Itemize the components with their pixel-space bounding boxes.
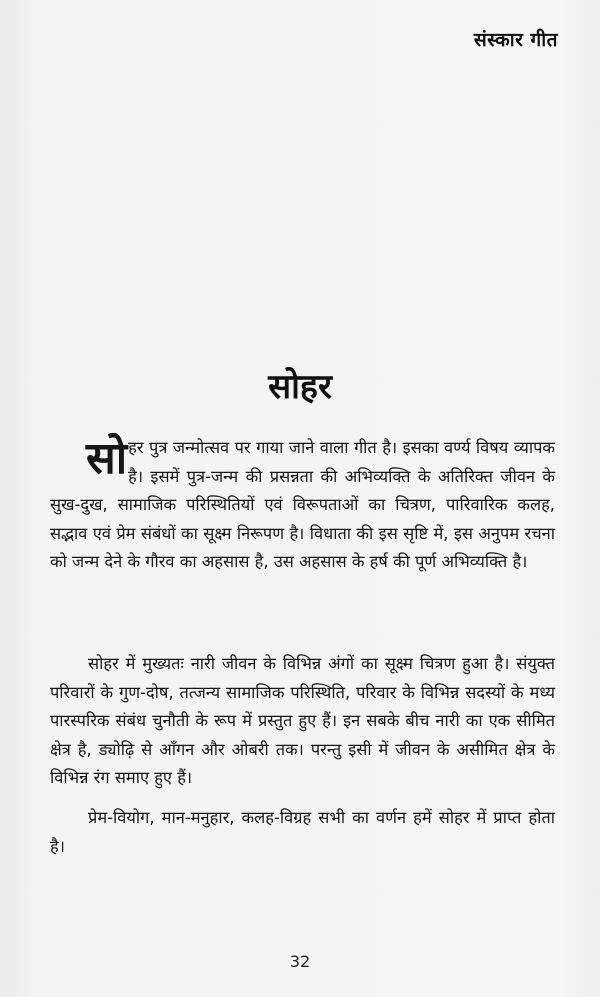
paragraph-1-text: हर पुत्र जन्मोत्सव पर गाया जाने वाला गीत है। इसका वर्ण्य विषय व्यापक है। इसमें पुत्र-जन्म की प्रसन्नता की अभिव्यक्ति के अतिरिक्त जीवन के सुख-दुख, सामाजिक परिस्थितियों एवं विरूपताओं का चित्रण, पारिवारिक कलह, सद्भाव एवं प्रेम संबंधों का सूक्ष्म निरूपण है। विधाता की इस सृष्टि में, इस अनुपम रचना को जन्म देने के गौरव का अहसास है, उस अहसास के हर्ष की पूर्ण अभिव्यक्ति है।	[50, 438, 555, 571]
paragraph-3	[50, 804, 555, 861]
drop-cap: सो	[86, 433, 128, 484]
paragraph-1	[50, 434, 555, 577]
page-number: 32	[289, 952, 311, 971]
paragraph-3-text: प्रेम-वियोग, मान-मनुहार, कलह-विग्रह सभी का वर्णन हमें सोहर में प्राप्त होता है।	[50, 808, 555, 856]
paragraph-2-text: सोहर में मुख्यतः नारी जीवन के विभिन्न अंगों का सूक्ष्म चित्रण हुआ है। संयुक्त परिवारों के गुण-दोष, तत्जन्य सामाजिक परिस्थिति, परिवार के विभिन्न सदस्यों के मध्य पारस्परिक संबंध चुनौती के रूप में प्रस्तुत हुए हैं। इन सबके बीच नारी का एक सीमित क्षेत्र है, ड्योढ़ि से आँगन और ओबरी तक। परन्तु इसी में जीवन के असीमित क्षेत्र के विभिन्न रंग समाए हुए हैं।	[50, 654, 555, 787]
paragraph-2	[50, 650, 555, 793]
chapter-title: सोहर	[268, 367, 332, 407]
running-header: संस्कार गीत	[473, 29, 558, 51]
